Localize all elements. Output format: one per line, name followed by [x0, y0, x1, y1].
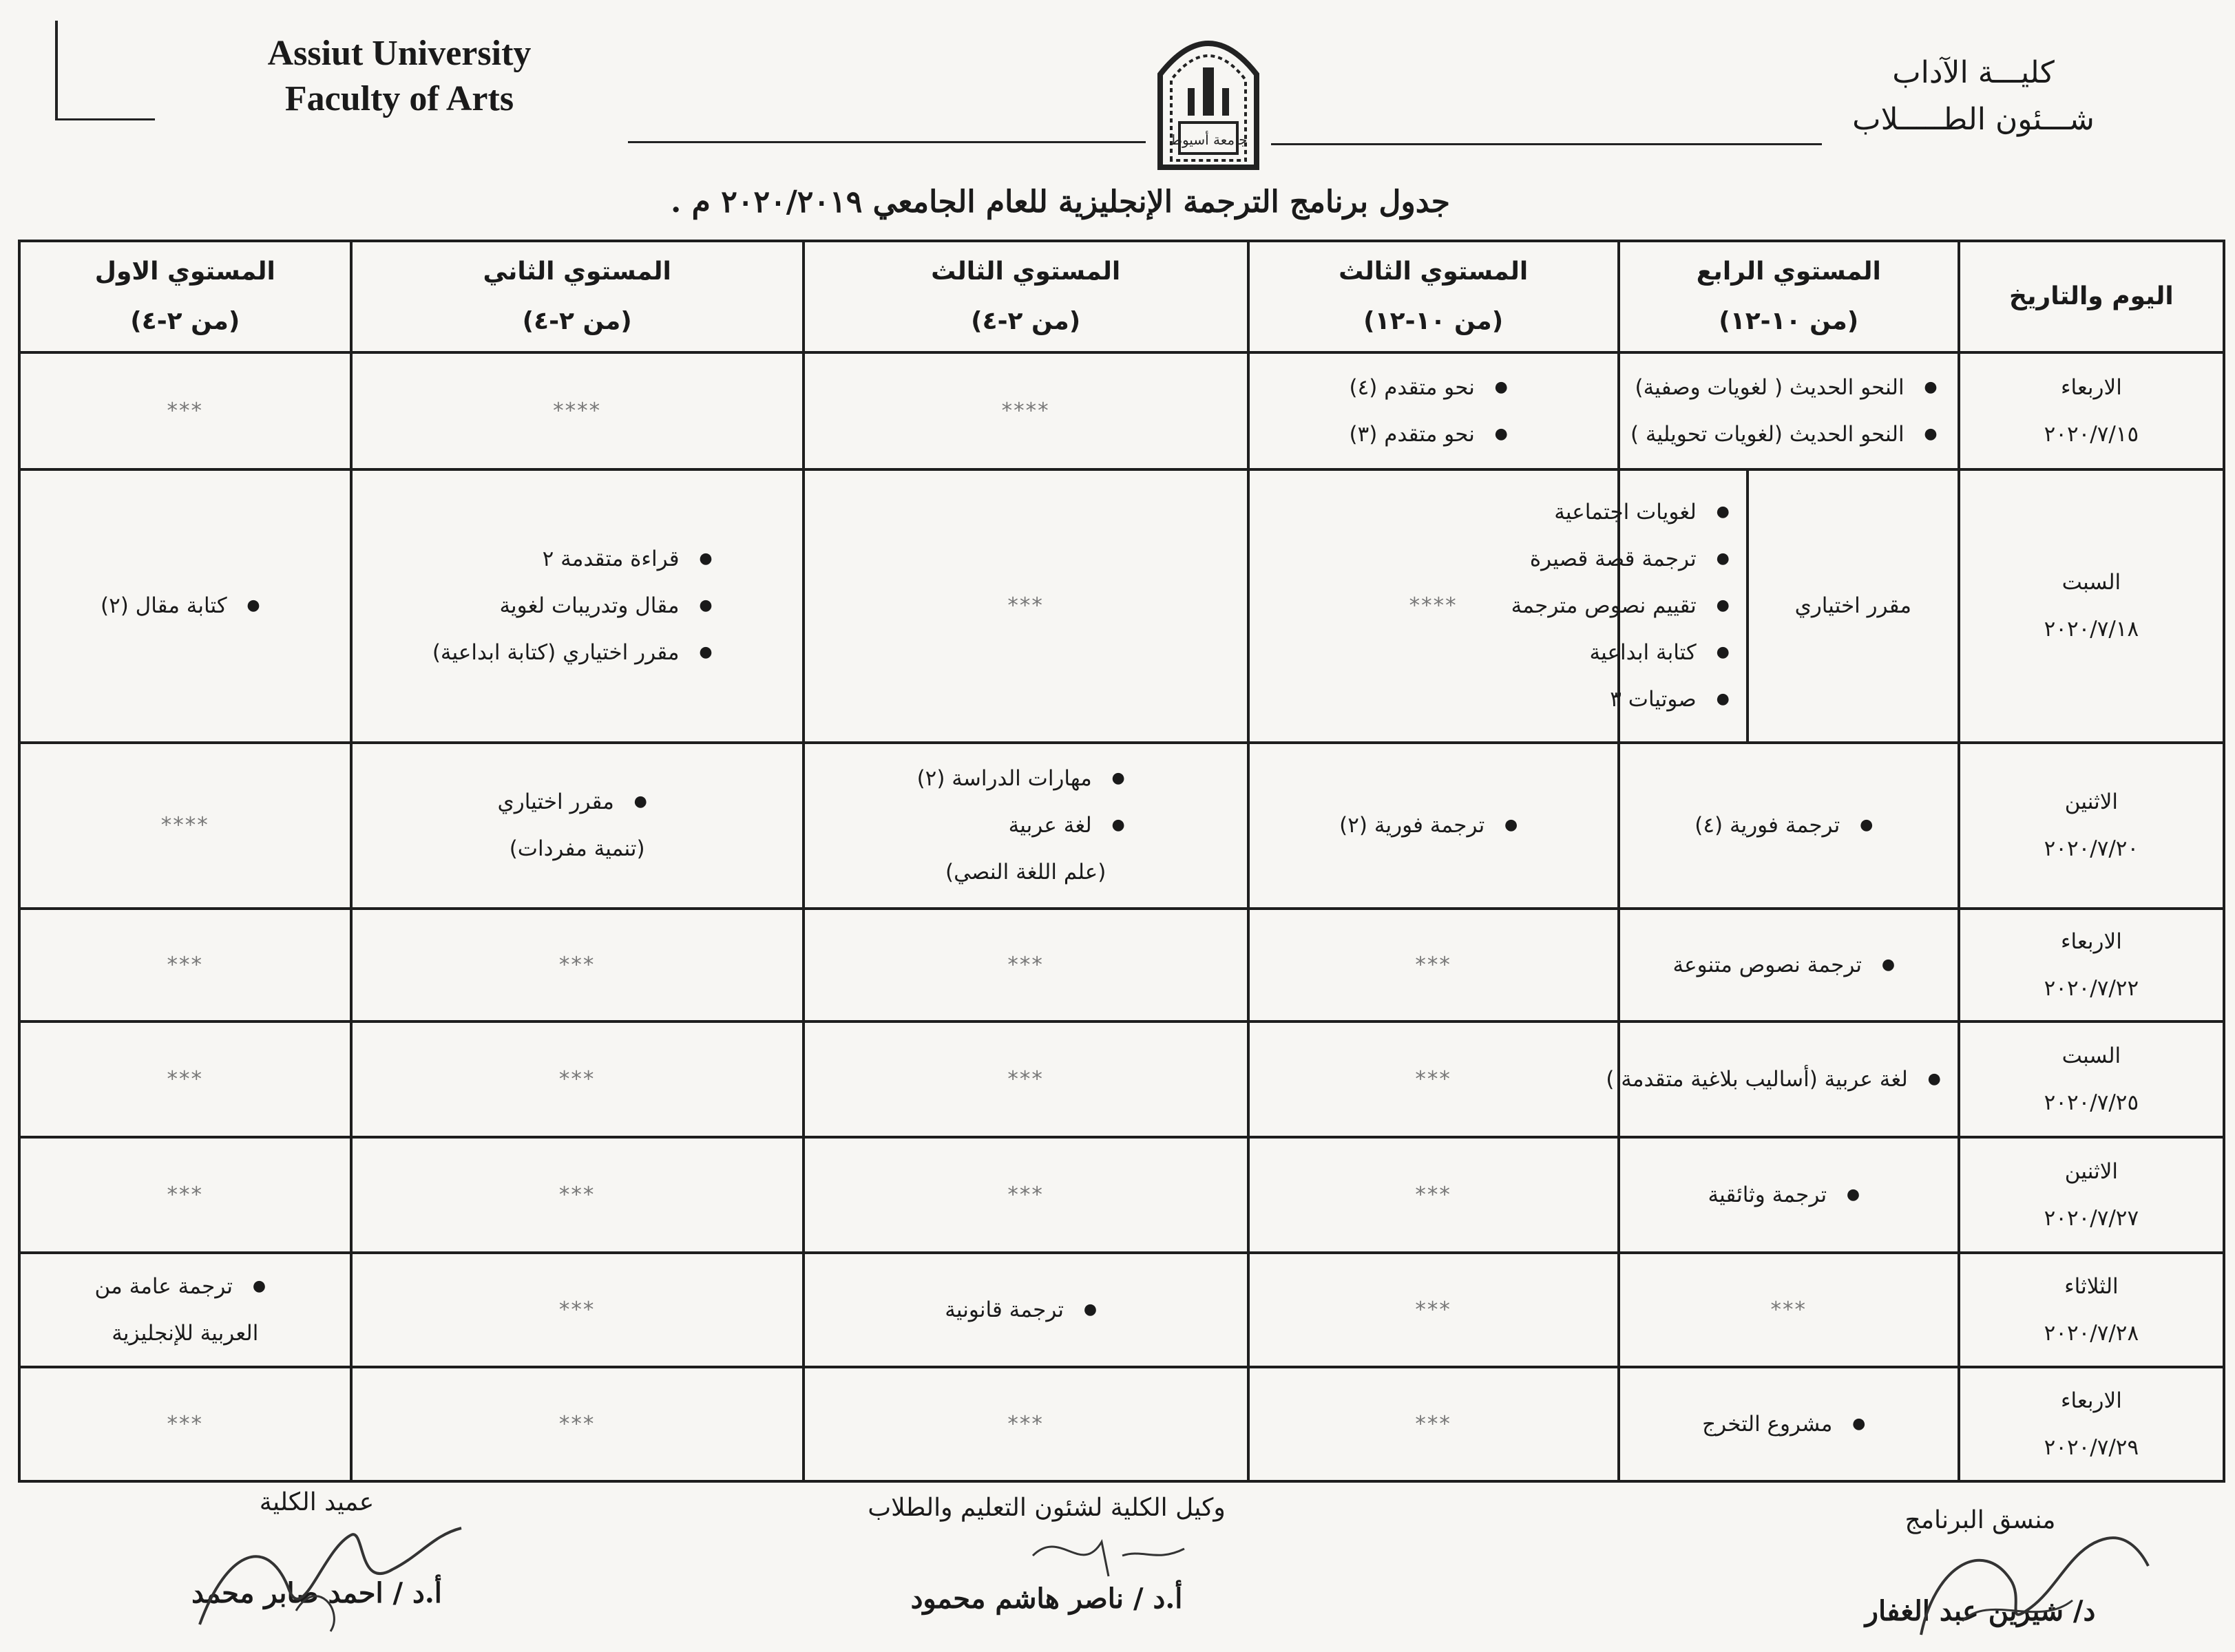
vice-dean-title: وكيل الكلية لشئون التعليم والطلاب [868, 1494, 1226, 1522]
table-row [19, 469, 2224, 743]
elective-subtable [1511, 471, 1958, 741]
day-cell: الثلاثاء ٢٠٢٠/٧/٢٨ [1959, 1253, 2224, 1367]
coordinator-handwritten-signature [1900, 1511, 2162, 1649]
dean-handwritten-signature [186, 1507, 475, 1645]
university-line: Assiut University [267, 34, 532, 73]
day-cell: السبت ٢٠٢٠/٧/١٨ [1959, 469, 2224, 743]
level4-cell: ● ترجمة فورية (٤) [1619, 743, 1959, 909]
column-header-level2: المستوي الثاني (من ٢-٤) [351, 241, 804, 352]
level3a-cell: ● ترجمة فورية (٢) [1248, 743, 1619, 909]
level2-cell: *** [351, 1253, 804, 1367]
svg-text:جامعة أسيوط: جامعة أسيوط [1169, 131, 1248, 148]
level3a-cell: ● نحو متقدم (٤) ● نحو متقدم (٣) [1248, 352, 1619, 469]
column-header-level3b: المستوي الثالث (من ٢-٤) [804, 241, 1248, 352]
level2-cell: *** [351, 1137, 804, 1253]
dean-title: عميد الكلية [259, 1488, 375, 1516]
level3a-cell: *** [1248, 1021, 1619, 1137]
level2-cell: *** [351, 1367, 804, 1481]
table-row [19, 1367, 2224, 1481]
column-header-day: اليوم والتاريخ [1959, 241, 2224, 352]
table-header-row [19, 241, 2224, 352]
level3a-cell: *** [1248, 1137, 1619, 1253]
header-rule-left [628, 141, 1146, 143]
level3b-cell: *** [804, 1367, 1248, 1481]
level3a-cell: *** [1248, 909, 1619, 1021]
table-row [19, 352, 2224, 469]
level3b-cell: *** [804, 469, 1248, 743]
level1-cell: *** [19, 352, 351, 469]
university-name-en [207, 31, 592, 122]
university-logo [1146, 26, 1270, 171]
column-header-level1: المستوي الاول (من ٢-٤) [19, 241, 351, 352]
day-cell: الاثنين ٢٠٢٠/٧/٢٠ [1959, 743, 2224, 909]
level2-cell: *** [351, 909, 804, 1021]
table-row [19, 909, 2224, 1021]
level4-cell [1511, 469, 1959, 743]
level3b-cell: *** [804, 1021, 1248, 1137]
level4-cell: ● ترجمة نصوص متنوعة [1619, 909, 1959, 1021]
day-cell: الاربعاء ٢٠٢٠/٧/١٥ [1959, 352, 2224, 469]
level3b-cell: **** [804, 352, 1248, 469]
vice-dean-name: أ.د / ناصر هاشم محمود [910, 1582, 1183, 1615]
level2-cell: *** [351, 1021, 804, 1137]
level1-cell: ● ترجمة عامة من العربية للإنجليزية [19, 1253, 351, 1367]
level1-cell: **** [19, 743, 351, 909]
level4-cell: ● مشروع التخرج [1619, 1367, 1959, 1481]
dean-name: أ.د / احمد صابر محمد [191, 1577, 442, 1609]
coordinator-name: د/ شيرين عبد الغفار [1865, 1595, 2096, 1627]
corner-rule [55, 118, 155, 120]
level3b-cell: *** [804, 1137, 1248, 1253]
table-row [19, 1021, 2224, 1137]
level3a-cell: *** [1248, 1367, 1619, 1481]
level4-cell: ● النحو الحديث ( لغويات وصفية) ● النحو الحديث (لغويات تحويلية ) [1619, 352, 1959, 469]
table-row [19, 1253, 2224, 1367]
level2-cell: **** [351, 352, 804, 469]
elective-label: مقرر اختياري [1748, 471, 1958, 741]
level3a-cell: *** [1248, 1253, 1619, 1367]
column-header-level3a: المستوي الثالث (من ١٠-١٢) [1248, 241, 1619, 352]
day-cell: الاربعاء ٢٠٢٠/٧/٢٩ [1959, 1367, 2224, 1481]
corner-mark [55, 21, 58, 120]
schedule-table [18, 240, 2225, 1483]
level3b-cell: *** [804, 909, 1248, 1021]
level1-cell: *** [19, 1367, 351, 1481]
student-affairs-line-ar: شـــئون الطـــــلاب [1852, 102, 2095, 137]
level1-cell: *** [19, 909, 351, 1021]
level1-cell: *** [19, 1021, 351, 1137]
document-title: جدول برنامج الترجمة الإنجليزية للعام الجامعي ٢٠٢٠/٢٠١٩ م . [670, 184, 1450, 220]
day-cell: الاثنين ٢٠٢٠/٧/٢٧ [1959, 1137, 2224, 1253]
level2-cell: ● مقرر اختياري (تنمية مفردات) [351, 743, 804, 909]
column-header-level4: المستوي الرابع (من ١٠-١٢) [1619, 241, 1959, 352]
day-cell: الاربعاء ٢٠٢٠/٧/٢٢ [1959, 909, 2224, 1021]
faculty-name-ar [1808, 50, 2139, 143]
table-row [19, 743, 2224, 909]
level4-cell: ● لغة عربية (أساليب بلاغية متقدمة ) [1619, 1021, 1959, 1137]
level1-cell: *** [19, 1137, 351, 1253]
level3a-cell: **** [1248, 469, 1619, 743]
faculty-line: Faculty of Arts [284, 79, 514, 118]
vice-dean-handwritten-signature [1019, 1514, 1198, 1590]
level2-cell: ● قراءة متقدمة ٢ ● مقال وتدريبات لغوية ● مقرر اختياري (كتابة ابداعية) [351, 469, 804, 743]
level1-cell: ● كتابة مقال (٢) [19, 469, 351, 743]
level4-cell: ● ترجمة وثائقية [1619, 1137, 1959, 1253]
elective-list: ● لغويات اجتماعية ● ترجمة قصة قصيرة ● تقييم نصوص مترجمة ● كتابة ابداعية ● صوتيات ٣ [1620, 471, 1748, 741]
level3b-cell: ● مهارات الدراسة (٢) ● لغة عربية (علم اللغة النصي) [804, 743, 1248, 909]
day-cell: السبت ٢٠٢٠/٧/٢٥ [1959, 1021, 2224, 1137]
coordinator-title: منسق البرنامج [1905, 1506, 2056, 1534]
table-row [19, 1137, 2224, 1253]
level4-cell: *** [1619, 1253, 1959, 1367]
faculty-line-ar: كليـــة الآداب [1892, 55, 2055, 90]
level3b-cell: ● ترجمة قانونية [804, 1253, 1248, 1367]
header-rule-right [1271, 143, 1822, 145]
